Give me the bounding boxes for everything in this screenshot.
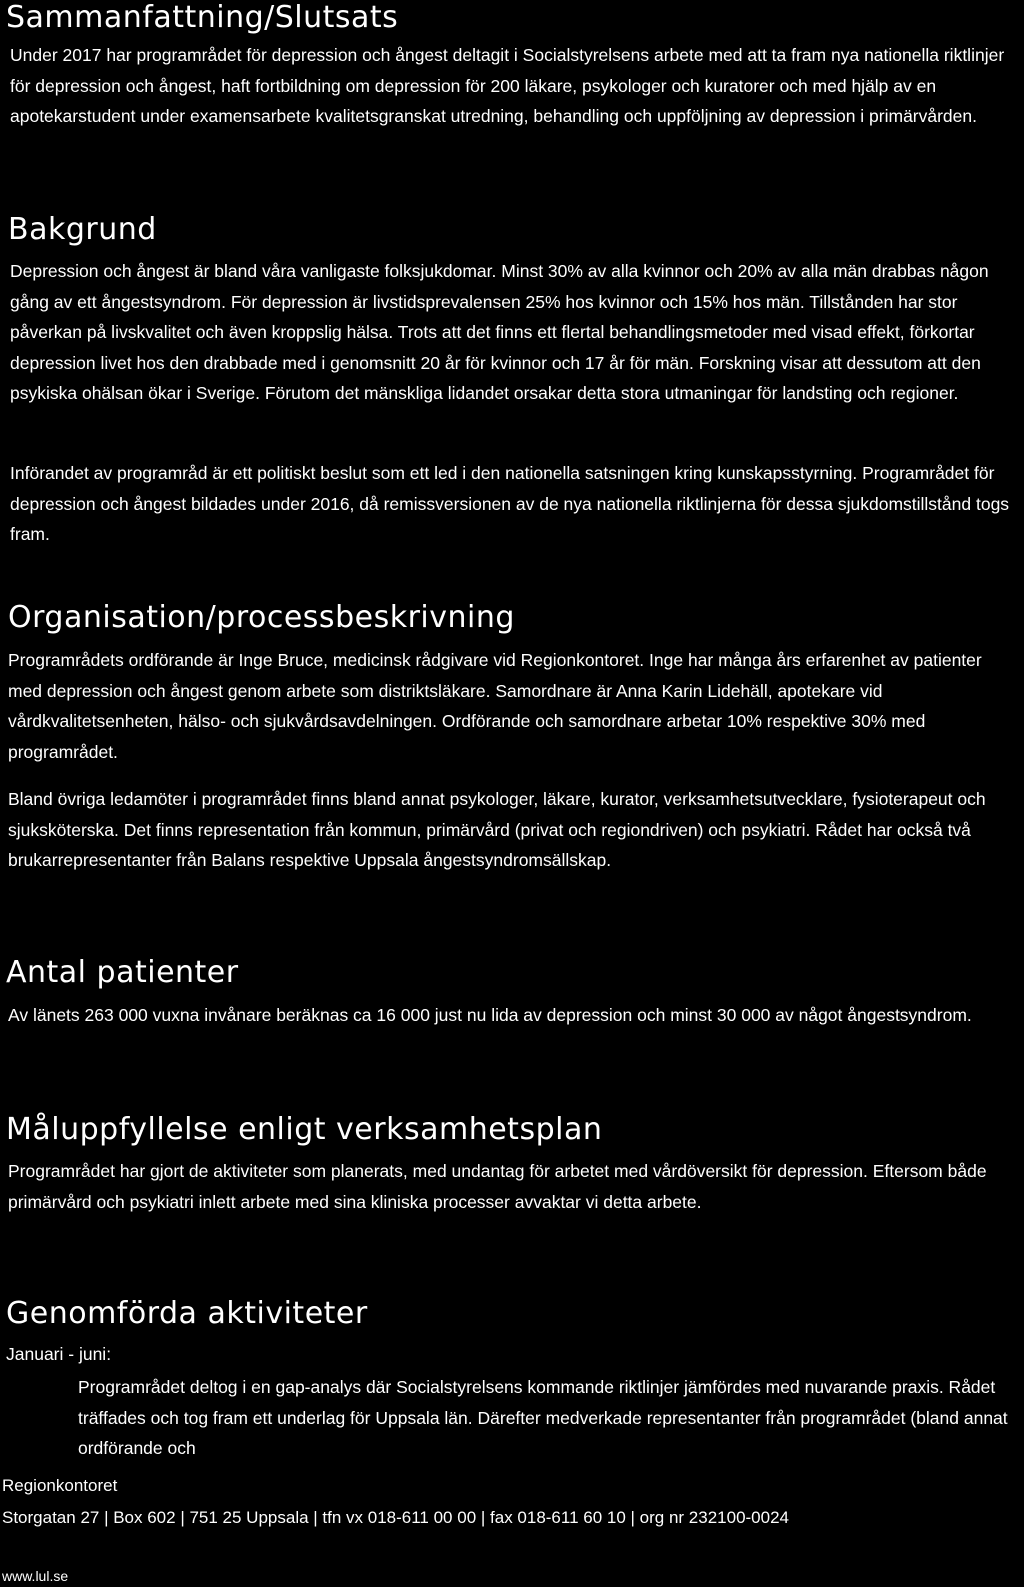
paragraph-sammanfattning: Under 2017 har programrådet för depression och ångest deltagit i Socialstyrelsens arbete med att ta fram nya nationella riktlinjer för depression och ångest, haft fortbildning om depression för 200 läkare, psykologer och kuratorer och med hjälp av en apotekarstudent under examensarbete kvalitetsgranskat utredning, behandling och uppföljning av depression i primärvården.: [10, 45, 1005, 126]
period-label: Januari - juni:: [6, 1344, 112, 1364]
paragraph-antal-patienter: Av länets 263 000 vuxna invånare beräknas ca 16 000 just nu lida av depression och minst 30 000 av något ångestsyndrom.: [8, 1005, 972, 1025]
footer-contact: Storgatan 27 | Box 602 | 751 25 Uppsala | tfn vx 018-611 00 00 | fax 018-611 60 10 | org nr 232100-0024: [2, 1508, 790, 1527]
heading-maluppfyllelse: Måluppfyllelse enligt verksamhetsplan: [6, 1112, 603, 1147]
heading-bakgrund: Bakgrund: [8, 212, 157, 247]
footer-url[interactable]: www.lul.se: [2, 1568, 69, 1584]
paragraph-aktivitet: Programrådet deltog i en gap-analys där Socialstyrelsens kommande riktlinjer jämfördes med nuvarande praxis. Rådet träffades och tog fram ett underlag för Uppsala län. Därefter medverkade representanter från programrådet (bland annat ordförande och: [78, 1377, 1008, 1458]
paragraph-organisation-2: Bland övriga ledamöter i programrådet finns bland annat psykologer, läkare, kurator, verksamhetsutvecklare, fysioterapeut och sjuksköterska. Det finns representation från kommun, primärvård (privat och regiondriven) och psykiatri. Rådet har också två brukarrepresentanter från Balans respektive Uppsala ångestsyndromsällskap.: [8, 789, 986, 870]
paragraph-maluppfyllelse: Programrådet har gjort de aktiviteter som planerats, med undantag för arbetet med vårdöversikt för depression. Eftersom både primärvård och psykiatri inlett arbete med sina kliniska processer avvaktar vi detta arbete.: [8, 1161, 987, 1212]
heading-antal-patienter: Antal patienter: [6, 955, 239, 990]
paragraph-organisation-1: Programrådets ordförande är Inge Bruce, medicinsk rådgivare vid Regionkontoret. Inge har många års erfarenhet av patienter med depression och ångest genom arbete som distriktsläkare. Samordnare är Anna Karin Lidehäll, apotekare vid vårdkvalitetsenheten, hälso- och sjukvårdsavdelningen. Ordförande och samordnare arbetar 10% respektive 30% med programrådet.: [8, 650, 982, 762]
paragraph-bakgrund-1: Depression och ångest är bland våra vanligaste folksjukdomar. Minst 30% av alla kvinnor och 20% av alla män drabbas någon gång av ett ångestsyndrom. För depression är livstidsprevalensen 25% hos kvinnor och 15% hos män. Tillstånden har stor påverkan på livskvalitet och även kroppslig hälsa. Trots att det finns ett flertal behandlingsmetoder med visad effekt, förkortar depression livet hos den drabbade med i genomsnitt 20 år för kvinnor och 17 år för män. Forskning visar att dessutom att den psykiska ohälsan ökar i Sverige. Förutom det mänskliga lidandet orsakar detta stora utmaningar för landsting och regioner.: [10, 261, 989, 403]
heading-genomforda-aktiviteter: Genomförda aktiviteter: [6, 1296, 368, 1331]
heading-sammanfattning: Sammanfattning/Slutsats: [6, 0, 399, 35]
heading-organisation: Organisation/processbeskrivning: [8, 600, 515, 635]
paragraph-bakgrund-2: Införandet av programråd är ett politiskt beslut som ett led i den nationella satsningen kring kunskapsstyrning. Programrådet för depression och ångest bildades under 2016, då remissversionen av de nya nationella riktlinjerna för dessa sjukdomstillstånd togs fram.: [10, 463, 1010, 544]
footer-organisation: Regionkontoret: [2, 1476, 118, 1495]
